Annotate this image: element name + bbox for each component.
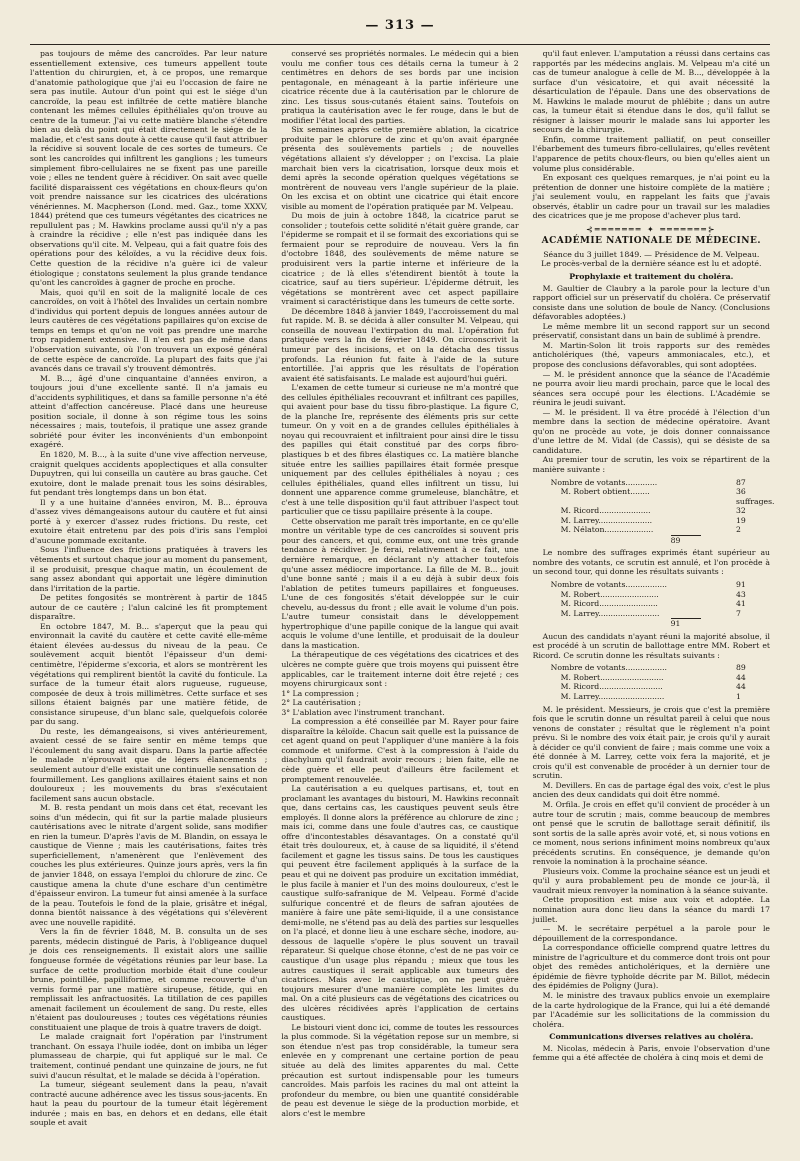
paragraph: Du mois de juin à octobre 1848, la cicatrice parut se consolider ; toutefois cette solidité n'était guère grande, car l'épiderme se rompait et il se formait des excoriations qui se fermaient pour se reproduire de nouveau. Vers la fin d'octobre 1848, des soulèvements de même nature se produisirent vers la partie interne et inférieure de la cicatrice ; de là elles s'étendirent bientôt à toute la cicatrice, sauf au tiers supérieur. L'épiderme détruit, les végétations se montrèrent avec cet aspect papillaire vraiment si caractéristique dans les tumeurs de cette sorte. [281,211,519,307]
paragraph: conservé ses propriétés normales. Le médecin qui a bien voulu me confier tous ces détails cerna la tumeur à 2 centimètres en dehors de ses bords par une incision pentagonale, en ménageant à la partie inférieure une cicatrice récente due à la cautérisation par le chlorure de zinc. Les tissus sous-cutanés étaient sains. Toutefois on pratiqua la cautérisation avec le fer rouge, dans le but de modifier l'état local des parties. [281,49,519,125]
paragraph: Cette observation me paraît très importante, en ce qu'elle montre un véritable type de ces cancroïdes si souvent pris pour des cancers, et qui, comme eux, ont une très grande tendance à récidiver. Je ferai, relativement à ce fait, une dernière remarque, en déclarant n'y attacher toutefois qu'une assez médiocre importance. La fille de M. B... jouit d'une bonne santé ; mais il a eu déjà à subir deux fois l'ablation de petites tumeurs papillaires et fongueuses. L'une de ces fongosités s'était développée sur le cuir chevelu, au-dessus du front ; elle avait le volume d'un pois. L'autre tumeur consistait dans le développement hypertrophique d'une papille conique de la langue qui avait acquis le volume d'une lentille, et produisait de la douleur dans la mastication. [281,516,519,650]
vote-row [551,525,770,535]
paragraph: qu'il faut enlever. L'amputation a réussi dans certains cas rapportés par les médecins anglais. M. Velpeau m'a cité un cas de tumeur analogue à celle de M. B..., développée à la surface d'un vésicatoire, et qui avait nécessité la désarticulation de l'épaule. Dans une des observations de M. Hawkins le malade mourut de phlébite ; dans un autre cas, la tumeur était si étendue dans le dos, qu'il fallut se résigner à laisser mourir le malade sans lui apporter les secours de la chirurgie. [532,49,770,135]
paragraph: L'examen de cette tumeur si curieuse ne m'a montré que des cellules épithéliales recouvrant et infiltrant ces papilles, qui avaient pour base du tissu fibro-plastique. La figure C, de la planche Ire, représente des éléments pris sur cette tumeur. On y voit en a de grandes cellules épithéliales à noyau qui recouvraient et infiltraient pour ainsi dire le tissu des papilles qui était constitué par des corps fibro-plastiques b et des fibres élastiques cc. La matière blanche située entre les saillies papillaires était formée presque uniquement par des cellules épithéliales à noyau ; ces cellules épithéliales, quand elles infiltrent un tissu, lui donnent une apparence comme grumeleuse, blanchâtre, et c'est à une telle disposition qu'il faut attribuer l'aspect tout particulier que ce tissu papillaire présente à la coupe. [281,383,519,517]
column-3-discussion [533,705,770,1030]
vote-row [551,516,770,526]
paragraph: 1° La compression ; [281,688,359,698]
session-line: Séance du 3 juillet 1849. — Présidence de M. Velpeau. [543,249,760,259]
vote-table-2 [551,580,770,629]
paragraph: Mais, quoi qu'il en soit de la malignité locale de ces cancroïdes, on voit à l'hôtel des Invalides un certain nombre d'individus qui portent depuis de longues années autour de leurs cautères de ces végétations papillaires qu'on excise de temps en temps et qu'on ne voit pas prendre une marche trop rapidement extensive. Il n'en est pas de même dans l'observation suivante, où l'on trouvera un exposé général de cette espèce de cancroïde. La plupart des faits que j'ai avancés dans ce travail s'y trouvent démontrés. [30,287,268,374]
vote-row [551,590,770,600]
candidate-name: M. Ricord.......................... [560,682,663,692]
newspaper-page [30,18,775,1148]
paragraph: Aucun des candidats n'ayant réuni la majorité absolue, il est procédé à un scrutin de ballottage entre MM. Robert et Ricord. Ce scrutin donne les résultats suivants : [532,631,770,660]
paragraph: De petites fongosités se montrèrent à partir de 1845 autour de ce cautère ; l'alun calciné les fit promptement disparaître. [30,593,268,622]
paragraph: Du reste, les démangeaisons, si vives antérieurement, avaient cessé de se faire sentir en même temps que l'écoulement du sang avait disparu. Dans la partie affectée le malade n'éprouvait que de légers élancements ; seulement autour d'elle existait une continuelle sensation de fourmillement. Les ganglions axillaires étaient sains et non douloureux ; les mouvements du bras s'exécutaient facilement sans aucun obstacle. [30,726,268,803]
paragraph: M. B..., âgé d'une cinquantaine d'années environ, a toujours joui d'une excellente santé. Il n'a jamais eu d'accidents syphilitiques, et dans sa famille personne n'a été atteint d'affection cancéreuse. Placé dans une heureuse position sociale, il donne à son régime tous les soins nécessaires ; mais, toutefois, il pratique une assez grande sobriété pour éviter les inconvénients d'un embonpoint exagéré. [30,373,268,450]
paragraph: M. Nicolas, médecin à Paris, envoie l'observation d'une femme qui a été affectée de choléra à cinq mois et demi de [532,1043,770,1063]
candidate-votes: 44 [735,672,746,682]
paragraph: Six semaines après cette première ablation, la cicatrice produite par le chlorure de zinc et qu'on avait épargnée présenta des soulèvements partiels ; de nouvelles végétations allaient s'y développer ; on l'excisa. La plaie marchait bien vers la cicatrisation, lorsque deux mois et demi après la seconde opération quelques végétations se montrèrent de nouveau vers l'angle supérieur de la plaie. On les excisa et on obtint une cicatrice qui était encore visible au moment de l'opération pratiquée par M. Velpeau. [281,125,519,211]
paragraph: — M. le secrétaire perpétuel a la parole pour le dépouillement de la correspondance. [532,924,770,943]
vote-row [551,692,770,702]
column-3-article-end [533,49,770,221]
vote-row [551,673,770,683]
paragraph: Le même membre lit un second rapport sur un second préservatif, consistant dans un bain de sublimé à prendre. [532,321,770,341]
paragraph: pas toujours de même des cancroïdes. Par leur nature essentiellement extensive, ces tumeurs appellent toute l'attention du chirurgien, et, à ce propos, une remarque d'anatomie pathologique que j'ai eu l'occasion de faire ne sera pas inutile. Autour d'un point qui est le siége d'un cancroïde, la peau est infiltrée de cette matière blanche contenant les mêmes cellules épithéliales qu'on trouve au centre de la tumeur. J'ai vu cette matière blanche s'étendre bien au delà du point qui était directement le siége de la maladie, et c'est sans doute à cette cause qu'il faut attribuer la récidive si souvent locale de ces sortes de tumeurs. Ce sont les cancroïdes qui infiltrent les ganglions ; les tumeurs simplement fibro-cellulaires ne se fixent pas une pareille voie ; elles ne tendent guère à récidiver. On sait avec quelle facilité disparaissent ces végétations en choux-fleurs qu'on voit prendre naissance sur les cicatrices des ulcérations vénériennes. M. Macpherson (Lond. med. Gaz., tome XXXV, 1844) prétend que ces tumeurs végétantes des cicatrices ne repullulent pas ; M. Hawkins proclame aussi qu'il n'y a pas à craindre la récidive ; elle n'est pas indiquée dans les observations qu'il cite. M. Velpeau, qui a fait quatre fois des opérations pour des kéloïdes, a vu la récidive deux fois. Cette question de la récidive n'a guère ici de valeur étiologique ; constatons seulement la plus grande tendance qu'ont les cancroïdes à gagner de proche en proche. [30,49,268,288]
vote-row [551,682,770,692]
paragraph: En octobre 1847, M. B... s'aperçut que la peau qui environnait la cavité du cautère et cette cavité elle-même étaient élevées au-dessus du niveau de la peau. Ce soulèvement acquit bientôt l'épaisseur d'un demi-centimètre, l'épiderme s'excoria, et alors se montrèrent les végétations qui remplirent bientôt la cavité du fonticule. La surface de la tumeur était alors rugueuse, rugueuse, composée de deux à trois millimètres. Cette surface et ses sillons étaient baignés par une matière fétide, de consistance sirupeuse, d'un blanc sale, quelquefois colorée par du sang. [30,621,268,727]
vote-total: 87 [735,477,746,487]
candidate-name: M. Larrey...................... [560,515,653,525]
paragraph: En exposant ces quelques remarques, je n'ai point eu la prétention de donner une histoire complète de la matière ; j'ai seulement voulu, en rappelant les faits que j'avais observés, établir un cadre pour un travail sur les maladies des cicatrices que je me propose d'achever plus tard. [532,173,770,221]
candidate-name: M. Ricord..................... [560,506,651,516]
paragraph: Plusieurs voix. Comme la prochaine séance est un jeudi et qu'il y aura probablement peu de monde ce jour-là, il vaudrait mieux renvoyer la nomination à la séance suivante. [532,866,770,895]
paragraph: M. Devillers. En cas de partage égal des voix, c'est le plus ancien des deux candidats qui doit être nommé. [532,780,770,800]
paragraph: M. le président. Messieurs, je crois que c'est la première fois que le scrutin donne un résultat pareil à celui que nous venons de constater ; résultat que le règlement n'a point prévu. Si le nombre des voix était pair, je crois qu'il y aurait à décider ce qu'il convient de faire ; mais comme une voix a été donnée à M. Larrey, cette voix fera la majorité, et je crois qu'il est convenable de procéder à un dernier tour de scrutin. [532,704,770,781]
cholera-heading: Prophylaxie et traitement du choléra. [569,272,734,282]
candidate-name: M. Larrey........................... [560,692,665,701]
candidate-name: M. Robert........................ [560,589,659,599]
paragraph: Le bistouri vient donc ici, comme de toutes les ressources la plus commode. Si la végétation repose sur un membre, si son étendue n'est pas trop considérable, la tumeur sera enlevée en y comprenant une certaine portion de peau située au delà des limites apparentes du mal. Cette précaution est surtout indispensable pour les tumeurs cancroïdes. Mais parfois les racines du mal ont atteint la profondeur du membre, ou bien une quantité considérable de peau est devenue le siège de la production morbide, et alors c'est le membre [281,1022,519,1118]
paragraph: 3° L'ablation avec l'instrument tranchant. [281,707,445,717]
paragraph: — M. le président annonce que la séance de l'Académie ne pourra avoir lieu mardi prochain, parce que le local des séances sera occupé pour les élections. L'Académie se réunira le jeudi suivant. [532,369,770,408]
column-2 [281,49,518,1139]
vote-table-3 [551,663,770,701]
vote-row [551,599,770,609]
paragraph: M. B. resta pendant un mois dans cet état, recevant les soins d'un médecin, qui fit sur la partie malade plusieurs cautérisations avec le nitrate d'argent solide, sans modifier en rien la tumeur. D'après l'avis de M. Blandin, on essaya le caustique de Vienne ; mais les cautérisations, faites très superficiellement, n'amenèrent que l'enlèvement des couches les plus extérieures. Quinze jours après, vers la fin de janvier 1848, on essaya l'emploi du chlorure de zinc. Ce caustique amena la chute d'une eschare d'un centimètre d'épaisseur environ. La tumeur fut ainsi amenée à la surface de la peau. Toutefois le fond de la plaie, grisâtre et inégal, donna bientôt naissance à des végétations qui s'élevèrent avec une nouvelle rapidité. [30,803,268,927]
column-3-proceedings [533,284,770,475]
vote-row [551,506,770,516]
header-rule [30,44,770,45]
paragraph: De décembre 1848 à janvier 1849, l'accroissement du mal fut rapide. M. B. se décida à aller consulter M. Velpeau, qui conseilla de nouveau l'extirpation du mal. L'opération fut pratiquée vers la fin de février 1849. On circonscrivit la tumeur par des incisions, et on la détacha des tissus profonds. La réunion fut faite à l'aide de la suture entortillée. J'ai appris que les résultats de l'opération avaient été satisfaisants. Le malade est aujourd'hui guéri. [281,306,519,383]
candidate-votes: 36 suffrages. [735,487,775,506]
vote-sum: 91 [671,618,701,629]
candidate-name: M. Robert obtient........ [560,487,650,497]
candidate-votes: 19 [735,515,746,525]
communications-heading: Communications diverses relatives au choléra. [549,1032,754,1042]
candidate-votes: 44 [735,682,746,692]
vote-total: 89 [735,663,746,673]
candidate-name: M. Robert.......................... [560,672,664,682]
page-number: — 313 — [365,18,435,33]
paragraph: Au premier tour de scrutin, les voix se répartirent de la manière suivante : [532,455,770,474]
paragraph: — M. le président. Il va être procédé à l'élection d'un membre dans la section de médecine opératoire. Avant qu'on ne procède au vote, je dois donner connaissance d'une lettre de M. Vidal (de Cassis), qui se désiste de sa candidature. [532,407,770,455]
candidate-name: M. Nélaton.................... [560,525,654,535]
minutes-line: Le procès-verbal de la dernière séance est lu et adopté. [541,259,762,269]
academy-heading: ACADÉMIE NATIONALE DE MÉDECINE. [541,236,761,247]
vote-total-label: Nombre de votants............. [550,477,658,487]
paragraph: M. Gaultier de Claubry a la parole pour la lecture d'un rapport officiel sur un préservatif du choléra. Ce préservatif consiste dans une solution de boule de Nancy. (Conclusions défavorables adoptées.) [532,283,770,322]
candidate-votes: 2 [735,525,741,535]
paragraph: M. Orfila. Je crois en effet qu'il convient de procéder à un autre tour de scrutin ; mais, comme beaucoup de membres ont pensé que le scrutin de ballottage serait définitif, ils sont sortis de la salle après avoir voté, et, si nous votions en ce moment, nous serions infiniment moins nombreux qu'aux précédents scrutins. En conséquence, je demande qu'on renvoie la nomination à la prochaine séance. [532,800,770,867]
candidate-votes: 43 [735,589,746,599]
paragraph: 2° La cautérisation ; [281,698,361,708]
paragraph: La cautérisation a eu quelques partisans, et, tout en proclamant les avantages du bistouri, M. Hawkins reconnaît que, dans certains cas, les caustiques peuvent seuls être employés. Il donne alors la préférence au chlorure de zinc ; mais ici, comme dans une foule d'autres cas, ce caustique offre d'incontestables désavantages. On a constaté qu'il était très douloureux, et, à cause de sa liquidité, il s'étend facilement et gagne les tissus sains. De tous les caustiques qui peuvent être facilement appliqués à la surface de la peau et qui ne doivent pas produire un excitation immédiat, le plus facile à manier et l'un des moins douloureux, c'est le caustique sulfo-safranique de M. Velpeau. Formé d'acide sulfurique concentré et de fleurs de safran ajoutées de manière à faire une pâte semi-liquide, il a une consistance demi-molle, ne s'étend pas au delà des parties sur lesquelles on l'a placé, et donne lieu à une eschare sèche, inodore, au-dessous de laquelle s'opère le plus souvent un travail réparateur. Si quelque chose étonne, c'est de ne pas voir ce caustique d'un usage plus répandu ; mieux que tous les autres caustiques il serait applicable aux tumeurs des cicatrices. Mais avec le caustique, on ne peut guère toujours mesurer d'une manière complète les limites du mal. On a cité plusieurs cas de végétations des cicatrices ou des ulcères récidivées après l'application de certains caustiques. [281,784,519,1023]
columns [30,49,775,1139]
vote-total-label: Nombre de votants................. [550,579,667,589]
paragraph: Sous l'influence des frictions pratiquées à travers les vêtements et surtout chaque jour au moment du pansement, il se produisit, presque chaque matin, un écoulement de sang assez abondant qui apportait une légère diminution dans l'irritation de la partie. [30,545,268,593]
paragraph: Vers la fin de février 1848, M. B. consulta un de ses parents, médecin distingué de Paris, à l'obligeance duquel je dois ces renseignements. Il existait alors une saillie fongueuse formée de végétations réunies par leur base. La surface de cette production morbide était d'une couleur brune, pointillée, papilliforme, et comme recouverte d'un vernis formé par une matière sirupeuse, fétide, qui en remplissait les anfractuosités. La titillation de ces papilles amenait facilement un écoulement de sang. Du reste, elles n'étaient pas douloureuses ; toutes ces végétations réunies constituaient une plaque de trois à quatre travers de doigt. [30,927,268,1032]
paragraph: Il y a une huitaine d'années environ, M. B... éprouva d'assez vives démangeaisons autour du cautère et fut ainsi porté à y exercer d'assez rudes frictions. Du reste, cet exutoire était entretenu par des pois d'iris sans l'emploi d'aucune pommade excitante. [30,497,268,545]
column-1 [30,49,267,1139]
vote-sum: 89 [671,535,701,546]
paragraph: M. Martin-Solon lit trois rapports sur des remèdes anticholériques (thé, vapeurs ammoniacales, etc.), et propose des conclusions défavorables, qui sont adoptées. [532,340,770,369]
column-3 [532,49,775,1139]
paragraph: Le malade craignait fort l'opération par l'instrument tranchant. On essaya l'huile iodée, dont on imbiba un léger plumasseau de charpie, qui fut appliqué sur le mal. Ce traitement, continué pendant une quinzaine de jours, ne fut suivi d'aucun résultat, et le malade se décida à l'opération. [30,1032,268,1080]
paragraph: Le nombre des suffrages exprimés étant supérieur au nombre des votants, ce scrutin est annulé, et l'on procède à un second tour, qui donne les résultats suivants : [532,548,770,577]
vote-total: 91 [735,579,746,589]
vote-table-1 [550,477,775,546]
candidate-votes: 32 [735,506,746,516]
paragraph: La compression a été conseillée par M. Rayer pour faire disparaître la kéloïde. Chacun sait quelle est la puissance de cet agent quand on peut l'appliquer d'une manière à la fois commode et uniforme. C'est à la compression à l'aide du diachylum qu'il faudrait avoir recours ; bien faite, elle ne cède guère et elle peut d'ailleurs être facilement et promptement renouvelée. [281,717,519,784]
paragraph: La tumeur, siégeant seulement dans la peau, n'avait contracté aucune adhérence avec les tissus sous-jacents. En haut la peau du pourtour de la tumeur était légèrement indurée ; mais en bas, en dehors et en dedans, elle était souple et avait [30,1080,268,1128]
paragraph: Cette proposition est mise aux voix et adoptée. La nomination aura donc lieu dans la séance du mardi 17 juillet. [532,895,770,924]
candidate-name: M. Larrey......................... [560,608,660,618]
candidate-votes: 7 [735,608,741,618]
paragraph: Enfin, comme traitement palliatif, on peut conseiller l'ébarbement des tumeurs fibro-cellulaires, qu'elles revêtent l'apparence de petits choux-fleurs, ou bien qu'elles aient un volume plus considérable. [532,134,770,173]
paragraph: La thérapeutique de ces végétations des cicatrices et des ulcères ne compte guère que trois moyens qui puissent être applicables, car le traitement interne doit être rejeté ; ces moyens chirurgicaux sont : [281,650,519,689]
candidate-votes: 1 [735,692,741,701]
candidate-name: M. Ricord........................ [560,599,658,609]
vote-row [551,609,770,619]
paragraph: La correspondance officielle comprend quatre lettres du ministre de l'agriculture et du commerce dont trois ont pour objet des remèdes anticholériques, et la dernière une épidémie de fièvre typhoïde décrite par M. Billot, médecin des épidémies de Poligny (Jura). [532,943,770,991]
paragraph: En 1820, M. B..., à la suite d'une vive affection nerveuse, craignit quelques accidents apoplectiques et alla consulter Dupuytren, qui lui conseilla un cautère au bras gauche. Cet exutoire, dont le malade prenait tous les soins désirables, fut pendant très longtemps dans un bon état. [30,449,268,498]
vote-row [551,487,775,506]
candidate-votes: 41 [735,599,746,609]
paragraph: M. le ministre des travaux publics envoie un exemplaire de la carte hydrologique de la France, qui lui a été demandé par l'Académie sur les sollicitations de la commission du choléra. [532,990,770,1029]
vote-total-label: Nombre de votants................. [550,663,667,673]
section-ornament: ⊰═══════ ✦ ═══════⊱ [586,224,717,234]
